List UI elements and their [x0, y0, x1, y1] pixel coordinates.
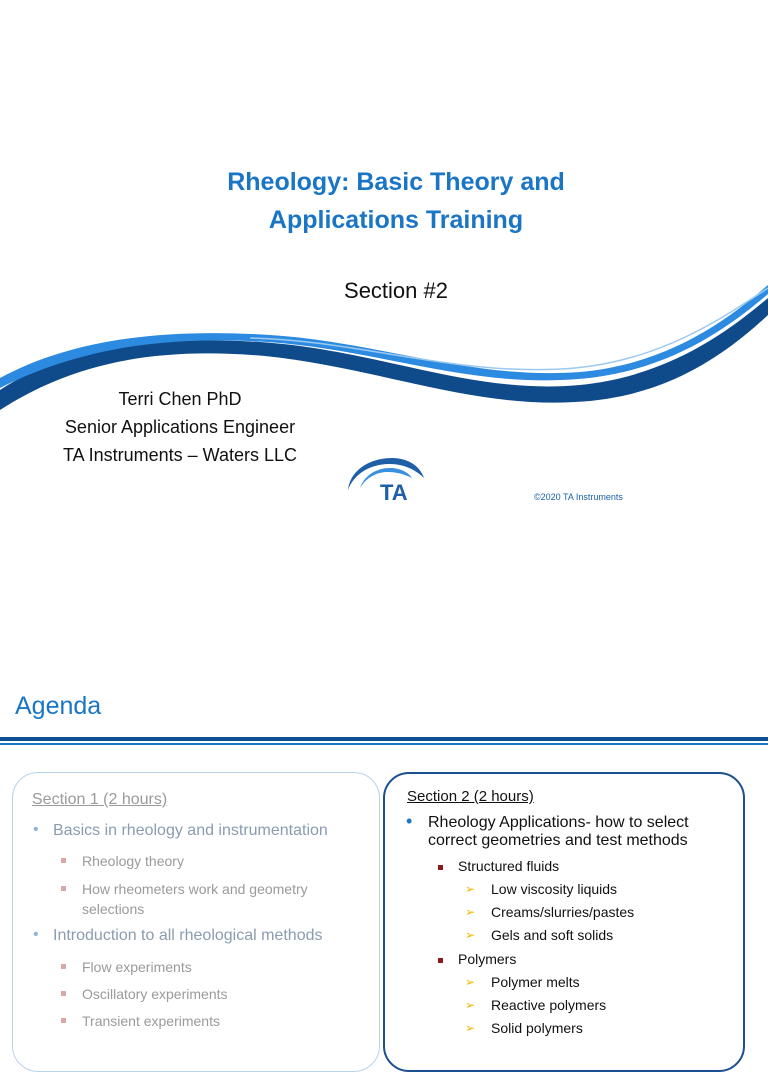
slide-title [140, 163, 652, 239]
s2-item-1b: correct geometries and test methods [428, 832, 688, 849]
ta-logo-icon [340, 452, 430, 508]
section-number: Section #2 [344, 278, 448, 303]
square-bullet-icon [61, 886, 66, 891]
s1-item-1: Basics in rheology and instrumentation [53, 822, 328, 839]
agenda-divider [0, 737, 768, 741]
s2-sub-2-c: Solid polymers [491, 1020, 583, 1036]
arrow-bullet-icon: ➢ [465, 928, 476, 942]
s1-item-2: Introduction to all rheological methods [53, 927, 323, 944]
square-bullet-icon [61, 991, 66, 996]
s2-sub-2-b: Reactive polymers [491, 997, 607, 1013]
title-line-1: Rheology: Basic Theory and [227, 168, 565, 196]
s2-sub-2: Polymers [458, 951, 517, 967]
section-2-heading: Section 2 (2 hours) [407, 788, 534, 805]
s2-sub-1-c: Gels and soft solids [491, 927, 614, 943]
s1-item-2-sub-1: Flow experiments [82, 959, 192, 975]
arrow-bullet-icon: ➢ [465, 1021, 476, 1035]
s2-sub-1-b: Creams/slurries/pastes [491, 904, 635, 920]
s2-sub-2-a: Polymer melts [491, 974, 580, 990]
s1-item-1-sub-2a: How rheometers work and geometry [82, 881, 308, 897]
section-1-heading: Section 1 (2 hours) [32, 791, 168, 808]
bullet-icon: • [406, 811, 413, 831]
s1-item-1-sub-2b: selections [82, 901, 145, 917]
s1-item-2-sub-3: Transient experiments [82, 1013, 220, 1029]
arrow-bullet-icon: ➢ [465, 998, 476, 1012]
agenda-divider-accent [0, 743, 768, 745]
square-bullet-icon [61, 1018, 66, 1023]
section-1-box [12, 772, 380, 1072]
title-line-2: Applications Training [268, 206, 524, 234]
arrow-bullet-icon: ➢ [465, 905, 476, 919]
arrow-bullet-icon: ➢ [465, 882, 476, 896]
presenter-role: Senior Applications Engineer [64, 417, 296, 437]
square-bullet-icon [438, 958, 443, 963]
square-bullet-icon [61, 964, 66, 969]
s2-sub-1: Structured fluids [458, 858, 560, 874]
copyright-text: ©2020 TA Instruments [534, 492, 623, 502]
presenter-org: TA Instruments – Waters LLC [62, 445, 298, 465]
s2-item-1a: Rheology Applications- how to select [428, 814, 689, 831]
bullet-icon: • [33, 821, 39, 838]
square-bullet-icon [438, 865, 443, 870]
presenter-name: Terri Chen PhD [118, 389, 242, 409]
logo-text: TA [380, 480, 408, 505]
s1-item-1-sub-1: Rheology theory [82, 853, 184, 869]
section-2-box [383, 772, 745, 1072]
agenda-title: Agenda [15, 692, 102, 720]
arrow-bullet-icon: ➢ [465, 975, 476, 989]
presenter-info [40, 385, 320, 469]
square-bullet-icon [61, 858, 66, 863]
agenda-slide [0, 670, 768, 1036]
bullet-icon: • [33, 926, 39, 943]
s1-item-2-sub-2: Oscillatory experiments [82, 986, 228, 1002]
s2-sub-1-a: Low viscosity liquids [491, 881, 618, 897]
